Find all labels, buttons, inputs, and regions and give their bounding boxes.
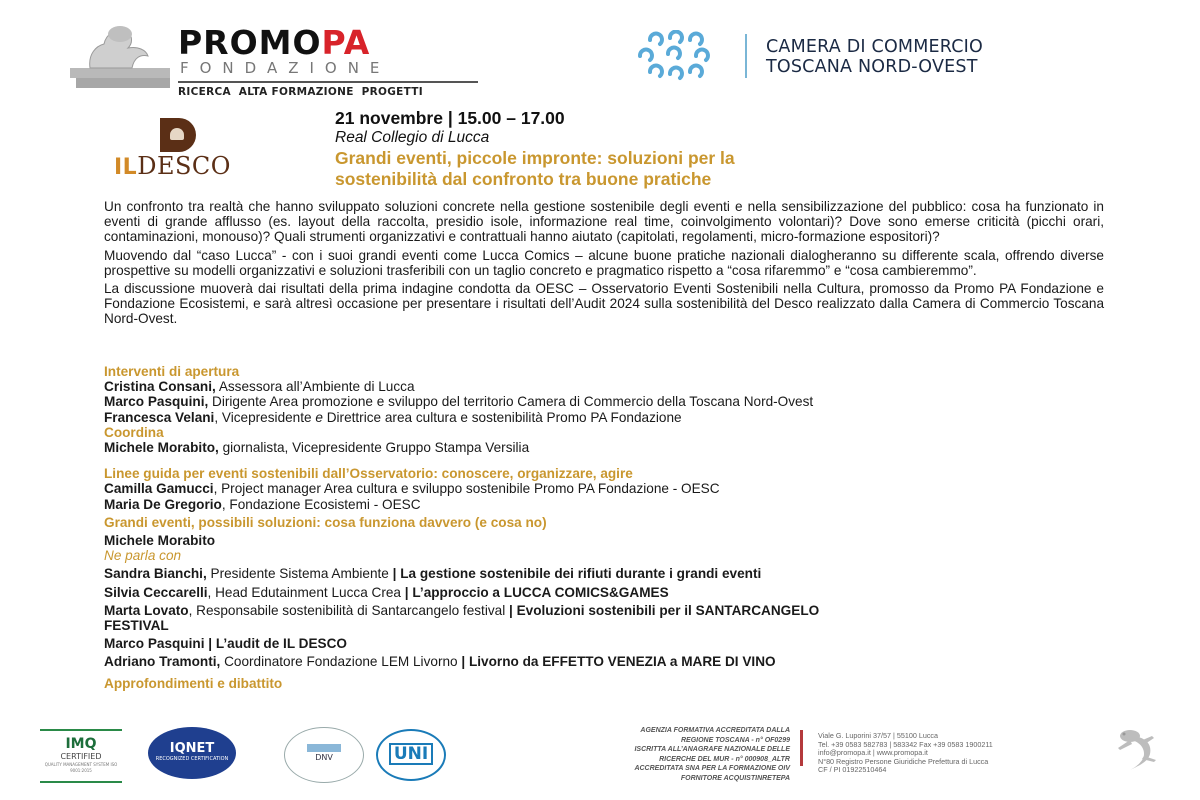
event-title-line1: Grandi eventi, piccole impronte: soluzioni per la bbox=[335, 148, 735, 168]
talk-title: | Evoluzioni sostenibili per il SANTARCANGELO FESTIVAL bbox=[104, 602, 820, 634]
speaker-name: Cristina Consani, bbox=[104, 379, 216, 395]
speaker-role: giornalista, Vicepresidente Gruppo Stampa Versilia bbox=[218, 440, 530, 456]
speaker-role: Coordinatore Fondazione LEM Livorno bbox=[220, 654, 462, 670]
il-desco-logo bbox=[112, 118, 292, 178]
accreditation-line: AGENZIA FORMATIVA ACCREDITATA DALLA bbox=[640, 727, 790, 734]
promopa-name-accent: PA bbox=[321, 23, 371, 62]
speaker-role: Assessora all’Ambiente di Lucca bbox=[215, 379, 415, 395]
contact-tax-id: CF / PI 01922510464 bbox=[818, 765, 887, 775]
speaker-name: Marco Pasquini, bbox=[104, 394, 209, 410]
speaker-name: Adriano Tramonti, bbox=[104, 654, 221, 670]
speaker-role: Vicepresidente bbox=[218, 409, 316, 425]
event-title bbox=[335, 148, 1035, 190]
promopa-name: PROMO bbox=[178, 23, 322, 62]
imq-label: CERTIFIED bbox=[60, 752, 102, 761]
speaker-name: Marta Lovato bbox=[104, 602, 189, 618]
event-venue: Real Collegio di Lucca bbox=[335, 129, 490, 146]
footer-divider bbox=[800, 730, 803, 766]
contact-info bbox=[818, 732, 1078, 775]
speaker-role: Dirigente Area promozione e sviluppo del territorio Camera di Commercio della Toscana Nord-Ovest bbox=[208, 394, 814, 410]
speaker-row bbox=[104, 440, 1104, 455]
speaker-role: Presidente Sistema Ambiente bbox=[206, 566, 393, 582]
description-paragraph: Un confronto tra realtà che hanno sviluppato soluzioni concrete nella gestione sostenibile degli eventi e nella sensibilizzazione del pubblico: cosa ha funzionato in eventi di grande afflusso (es. layout della raccolta, presidio isole, informazione real time, coinvolgimento volontari)? Dove sono emerse criticità (picchi orari, contaminazioni, monouso)? Quali strumenti organizzativi e contrattuali hanno aiutato (capitolati, regolamenti, micro-formazione espositori)? bbox=[104, 199, 1104, 245]
uni-logo bbox=[376, 729, 446, 781]
imq-small-text: QUALITY MANAGEMENT SYSTEM ISO 9001:2015 bbox=[44, 762, 118, 773]
speaker-name: Michele Morabito, bbox=[104, 440, 219, 456]
talk-title: | La gestione sostenibile dei rifiuti durante i grandi eventi bbox=[392, 566, 762, 582]
desco-d-monogram-icon bbox=[160, 118, 196, 152]
speaker-name: Sandra Bianchi, bbox=[104, 566, 207, 582]
iqnet-label: RECOGNIZED CERTIFICATION bbox=[155, 756, 229, 762]
section-heading: Linee guida per eventi sostenibili dall’Osservatorio: conoscere, organizzare, agire bbox=[104, 466, 633, 482]
speaker-name: Francesca Velani bbox=[104, 409, 215, 425]
promopa-tagline: RICERCA ALTA FORMAZIONE PROGETTI bbox=[178, 81, 478, 98]
camera-name-line2: TOSCANA NORD-OVEST bbox=[766, 57, 978, 77]
camera-logo-divider bbox=[745, 34, 747, 78]
imq-certified-logo bbox=[40, 729, 122, 783]
speaker-role: , Project manager Area cultura e sviluppo sostenibile Promo PA Fondazione - OESC bbox=[213, 481, 720, 497]
speaker-row bbox=[104, 394, 1104, 409]
camera-commercio-logo bbox=[630, 30, 1150, 84]
speaker-role-conj: e bbox=[315, 409, 323, 425]
section-heading: Interventi di apertura bbox=[104, 364, 240, 379]
moderator-name: Michele Morabito bbox=[104, 533, 216, 549]
iqnet-name: IQNET bbox=[169, 741, 215, 756]
gecko-icon bbox=[1108, 722, 1178, 778]
contact-email-web[interactable]: info@promopa.it | www.promopa.it bbox=[818, 748, 928, 758]
accreditation-line: FORNITORE ACQUISTINRETEPA bbox=[680, 774, 790, 782]
speaker-name: Silvia Ceccarelli bbox=[104, 584, 208, 600]
speaker-row bbox=[104, 566, 1104, 581]
camera-name-line1: CAMERA DI COMMERCIO bbox=[766, 37, 984, 57]
accreditation-line: REGIONE TOSCANA - n° OF0299 bbox=[681, 736, 790, 744]
accreditation-line: ACCREDITATA SNA PER LA FORMAZIONE OIV bbox=[634, 765, 790, 773]
pegasus-statue-icon bbox=[70, 24, 170, 90]
speaker-name-sep: , bbox=[214, 409, 219, 425]
promopa-wordmark bbox=[178, 23, 478, 62]
speaker-row bbox=[104, 410, 1104, 425]
speaker-name: Camilla Gamucci bbox=[104, 481, 214, 497]
desco-leaf-emblem-icon bbox=[170, 128, 184, 140]
talks-with-label: Ne parla con bbox=[104, 548, 182, 564]
event-header bbox=[335, 108, 1035, 190]
speaker-role: , Responsabile sostenibilità di Santarcangelo festival bbox=[188, 602, 510, 618]
speaker-role: , Head Edutainment Lucca Crea bbox=[207, 584, 405, 600]
uni-name: UNI bbox=[389, 743, 433, 765]
promopa-logo bbox=[70, 24, 490, 96]
speaker-row bbox=[104, 603, 864, 633]
section-heading: Coordina bbox=[104, 424, 164, 440]
event-title-line2: sostenibilità dal confronto tra buone pratiche bbox=[335, 169, 712, 189]
accreditation-line: ISCRITTA ALL’ANAGRAFE NAZIONALE DELLE bbox=[634, 746, 790, 754]
speaker-name: Marco Pasquini bbox=[104, 636, 209, 652]
speaker-role: , Fondazione Ecosistemi - OESC bbox=[221, 496, 421, 512]
section-heading: Grandi eventi, possibili soluzioni: cosa funziona davvero (e cosa no) bbox=[104, 514, 547, 530]
desco-word: DESCO bbox=[137, 152, 231, 180]
imq-name: IMQ bbox=[65, 736, 97, 752]
event-description bbox=[104, 199, 1104, 330]
speaker-row bbox=[104, 585, 1104, 600]
contact-address: Viale G. Luporini 37/57 | 55100 Lucca bbox=[818, 731, 939, 740]
dnv-bar-icon bbox=[307, 744, 341, 752]
speaker-row bbox=[104, 654, 1104, 669]
desco-wordmark bbox=[114, 152, 231, 180]
speaker-row bbox=[104, 497, 1104, 512]
event-date-time: 21 novembre | 15.00 – 17.00 bbox=[335, 108, 565, 128]
description-paragraph: Muovendo dal “caso Lucca” - con i suoi grandi eventi come Lucca Comics – alcune buone pratiche nazionali dialogheranno su differente scala, offrendo diverse prospettive su modelli organizzativi e soluzioni trasferibili con un taglio concreto e pragmatico rispetto a “cosa rifaremmo” e “cosa cambieremmo”. bbox=[104, 247, 1104, 278]
talk-title: | Livorno da EFFETTO VENEZIA a MARE DI VINO bbox=[461, 654, 776, 670]
description-paragraph: La discussione muoverà dai risultati della prima indagine condotta da OESC – Osservatorio Eventi Sostenibili nella Cultura, promosso da Promo PA Fondazione e Fondazione Ecosistemi, e sarà altresì occasione per presentare i risultati dell’Audit 2024 sulla sostenibilità del Desco realizzato dalla Camera di Commercio Toscana Nord-Ovest. bbox=[104, 281, 1104, 327]
speaker-row bbox=[104, 481, 1104, 496]
talk-title: | L’approccio a LUCCA COMICS&GAMES bbox=[404, 584, 669, 600]
speaker-name: Maria De Gregorio bbox=[104, 496, 222, 512]
camera-commercio-knot-icon bbox=[630, 30, 720, 84]
speaker-role: Direttrice area cultura e sostenibilità Promo PA Fondazione bbox=[322, 409, 682, 425]
contact-phone: Tel. +39 0583 582783 | 583342 Fax +39 0583 1900211 bbox=[818, 739, 993, 749]
accreditation-line: RICERCHE DEL MUR - n° 000908_ALTR bbox=[659, 755, 790, 763]
promopa-subtitle: FONDAZIONE bbox=[180, 59, 391, 77]
contact-registry: N°80 Registro Persone Giuridiche Prefettura di Lucca bbox=[818, 756, 989, 766]
speaker-row bbox=[104, 636, 1104, 651]
certification-logos bbox=[36, 725, 446, 785]
closing-heading: Approfondimenti e dibattito bbox=[104, 675, 283, 691]
talk-title: | L’audit de IL DESCO bbox=[208, 636, 348, 652]
dnv-logo bbox=[284, 727, 364, 783]
desco-il: IL bbox=[114, 155, 138, 180]
agenda bbox=[104, 364, 1104, 691]
dnv-name: DNV bbox=[315, 753, 333, 762]
iqnet-logo bbox=[148, 727, 236, 779]
accreditations bbox=[548, 727, 790, 785]
speaker-row bbox=[104, 379, 1104, 394]
